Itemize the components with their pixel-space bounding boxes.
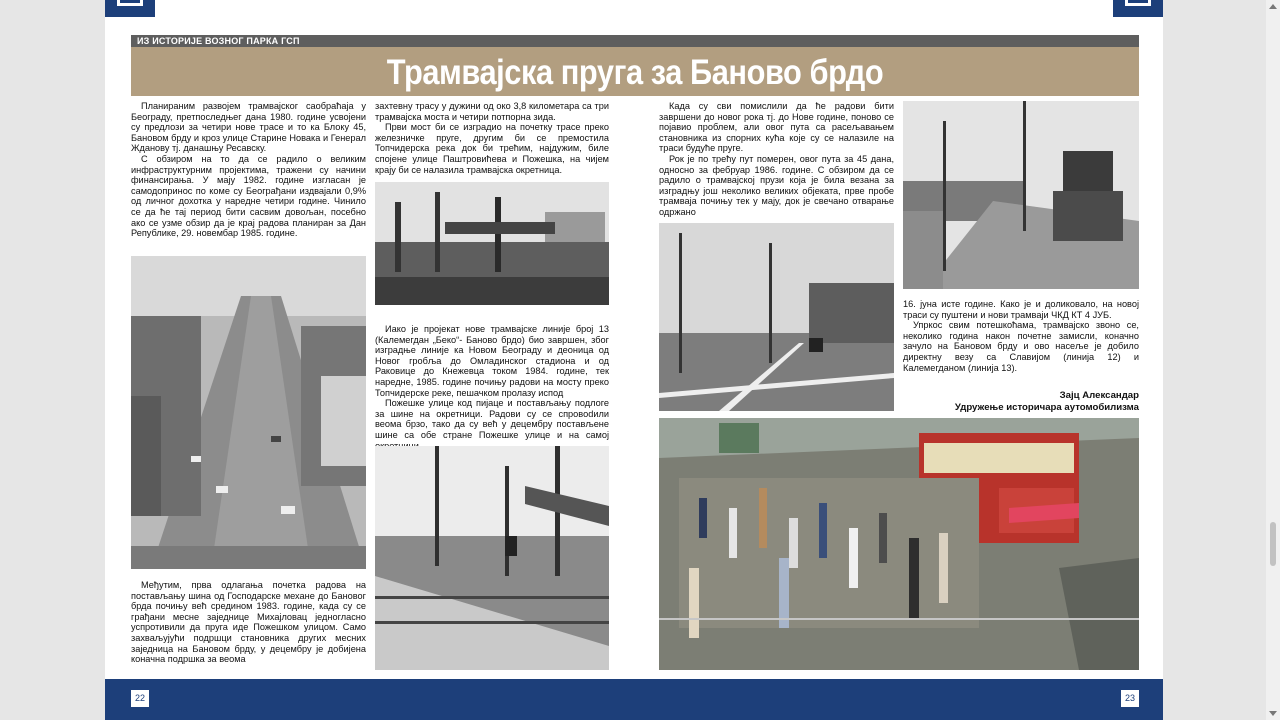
author-organization: Удружење историчара аутомобилизма [954,402,1139,413]
scroll-down-icon[interactable] [1269,711,1277,716]
author-name: Зајц Александар [1059,390,1139,401]
photo-turnaround-construction [375,446,609,670]
paragraph: С обзиром на то да се радило о великим инфраструктурним пројектима, тражени су начини финансирања. У мају 1982. године изгласан је самодопринос по коме су Београђани издвајали 0,9% од личног дохотка у наредне четири године. Чинило се да ће тај период бити сасвим довољан, посебно ако се узме обзир да је крај радова планиран за Дан Републике, 29. новембар 1985. године. [131,153,366,239]
photo-track-laying [659,223,894,411]
paragraph: захтевну трасу у дужини од око 3,8 километара са три трамвајска моста и четири потпорна зида. [375,101,609,122]
paragraph: Упркос свим потешкоћама, трамвајско звоно се, неколико година након почетне замисли, коначно зачуло на Бановом брду и ово насеље је добило директну везу са Славијом (линија 12) и Калемегданом (линија 13). [903,320,1139,373]
column-1-top [131,101,366,243]
page-number-right: 23 [1121,690,1139,707]
column-1-bottom [131,580,366,670]
paragraph: Иако је пројекат нове трамвајске линије број 13 (Калемегдан „Беко“- Баново брдо) био завршен, због изградње линије ка Новом Београду и деоница од Новог гробља до Омладинског стадиона и од Раковице до Кнежевца током 1984. године, тек наредне, 1985. године почињу радови на мосту преко Топчидерске реке, пешачком пролазу испод [375,324,609,398]
section-label: ИЗ ИСТОРИЈЕ ВОЗНОГ ПАРКА ГСП [131,35,1139,47]
paragraph: Пожешке улице код пијаце и постављању подлоге за шине на окретници. Радови су се спровodили веома брзо, тако да су већ у децембру постављене шине са обе стране Пожешке улице и на самој [375,398,609,440]
photo-street-aerial [131,256,366,569]
column-4-text [903,299,1139,386]
paragraph: Међутим, прва одлагања почетка радова на постављању шина од Господарске механе до Бановог брда почињу већ средином 1983. године, када су се грађани месне заједнице Михајловац једногласно успротивили да пруга иде Пожешком улицом. Само захваљујући подршци становника других месних заједница на Бановом брду, у децембру је добијена коначна подршка за веома [131,580,366,665]
photo-overhead-line-truck [903,101,1139,289]
page-number-left: 22 [131,690,149,707]
gsp-logo-icon [105,0,155,17]
scroll-thumb[interactable] [1270,522,1276,566]
paragraph: Рок је по трећу пут померен, овог пута за 45 дана, односно за фебруар 1986. године. С обзиром да се радило о трамвајској прузи која је била везана за изградњу још неколико великих објеката, прве пробе трамваја почињу тек у мају, док је свечано отварање одржано [659,153,894,217]
scroll-up-icon[interactable] [1269,4,1277,9]
vertical-scrollbar[interactable] [1266,0,1280,720]
photo-opening-ceremony [659,418,1139,670]
column-2-top [375,101,609,177]
paragraph: 16. јуна исте године. Како је и доликовало, на новој траси су пуштени и нови трамваји ЧКД КТ 4 ЈУБ. [903,299,1139,320]
column-2-mid [375,324,609,442]
footer-bar [105,679,1163,720]
paragraph: Планираним развојем трамвајског саобраћаја у Београду, претпоследњег дана 1980. године усвојени су предлози за четири нове трасе и то ка Блоку 45, Бановом брду и кроз улице Старине Новака и Генерал Жданову тј. данашњу Ресавску. [131,101,366,154]
article-title: Трамвајска пруга за Баново брдо [386,53,884,92]
gsp-logo-icon [1113,0,1163,17]
title-band [131,47,1139,96]
paragraph: Први мост би се изградио на почетку трасе преко железничке пруге, другим би се премостила Топчидерска река док би трећим, најдужим, биле спојене улице Паштровићева и Пожешка, на чијем крају би се налазила трамвајска окретница. [375,122,609,175]
column-3-top [659,101,894,217]
photo-bridge-construction [375,182,609,305]
magazine-spread [105,0,1163,720]
paragraph: Када су сви помислили да ће радови бити завршени до новог рока тј. до Нове године, поново се појавио проблем, али овог пута са расељавањем становника из спорних кућа које су се налазиле на траси будуће пруге. [659,101,894,154]
